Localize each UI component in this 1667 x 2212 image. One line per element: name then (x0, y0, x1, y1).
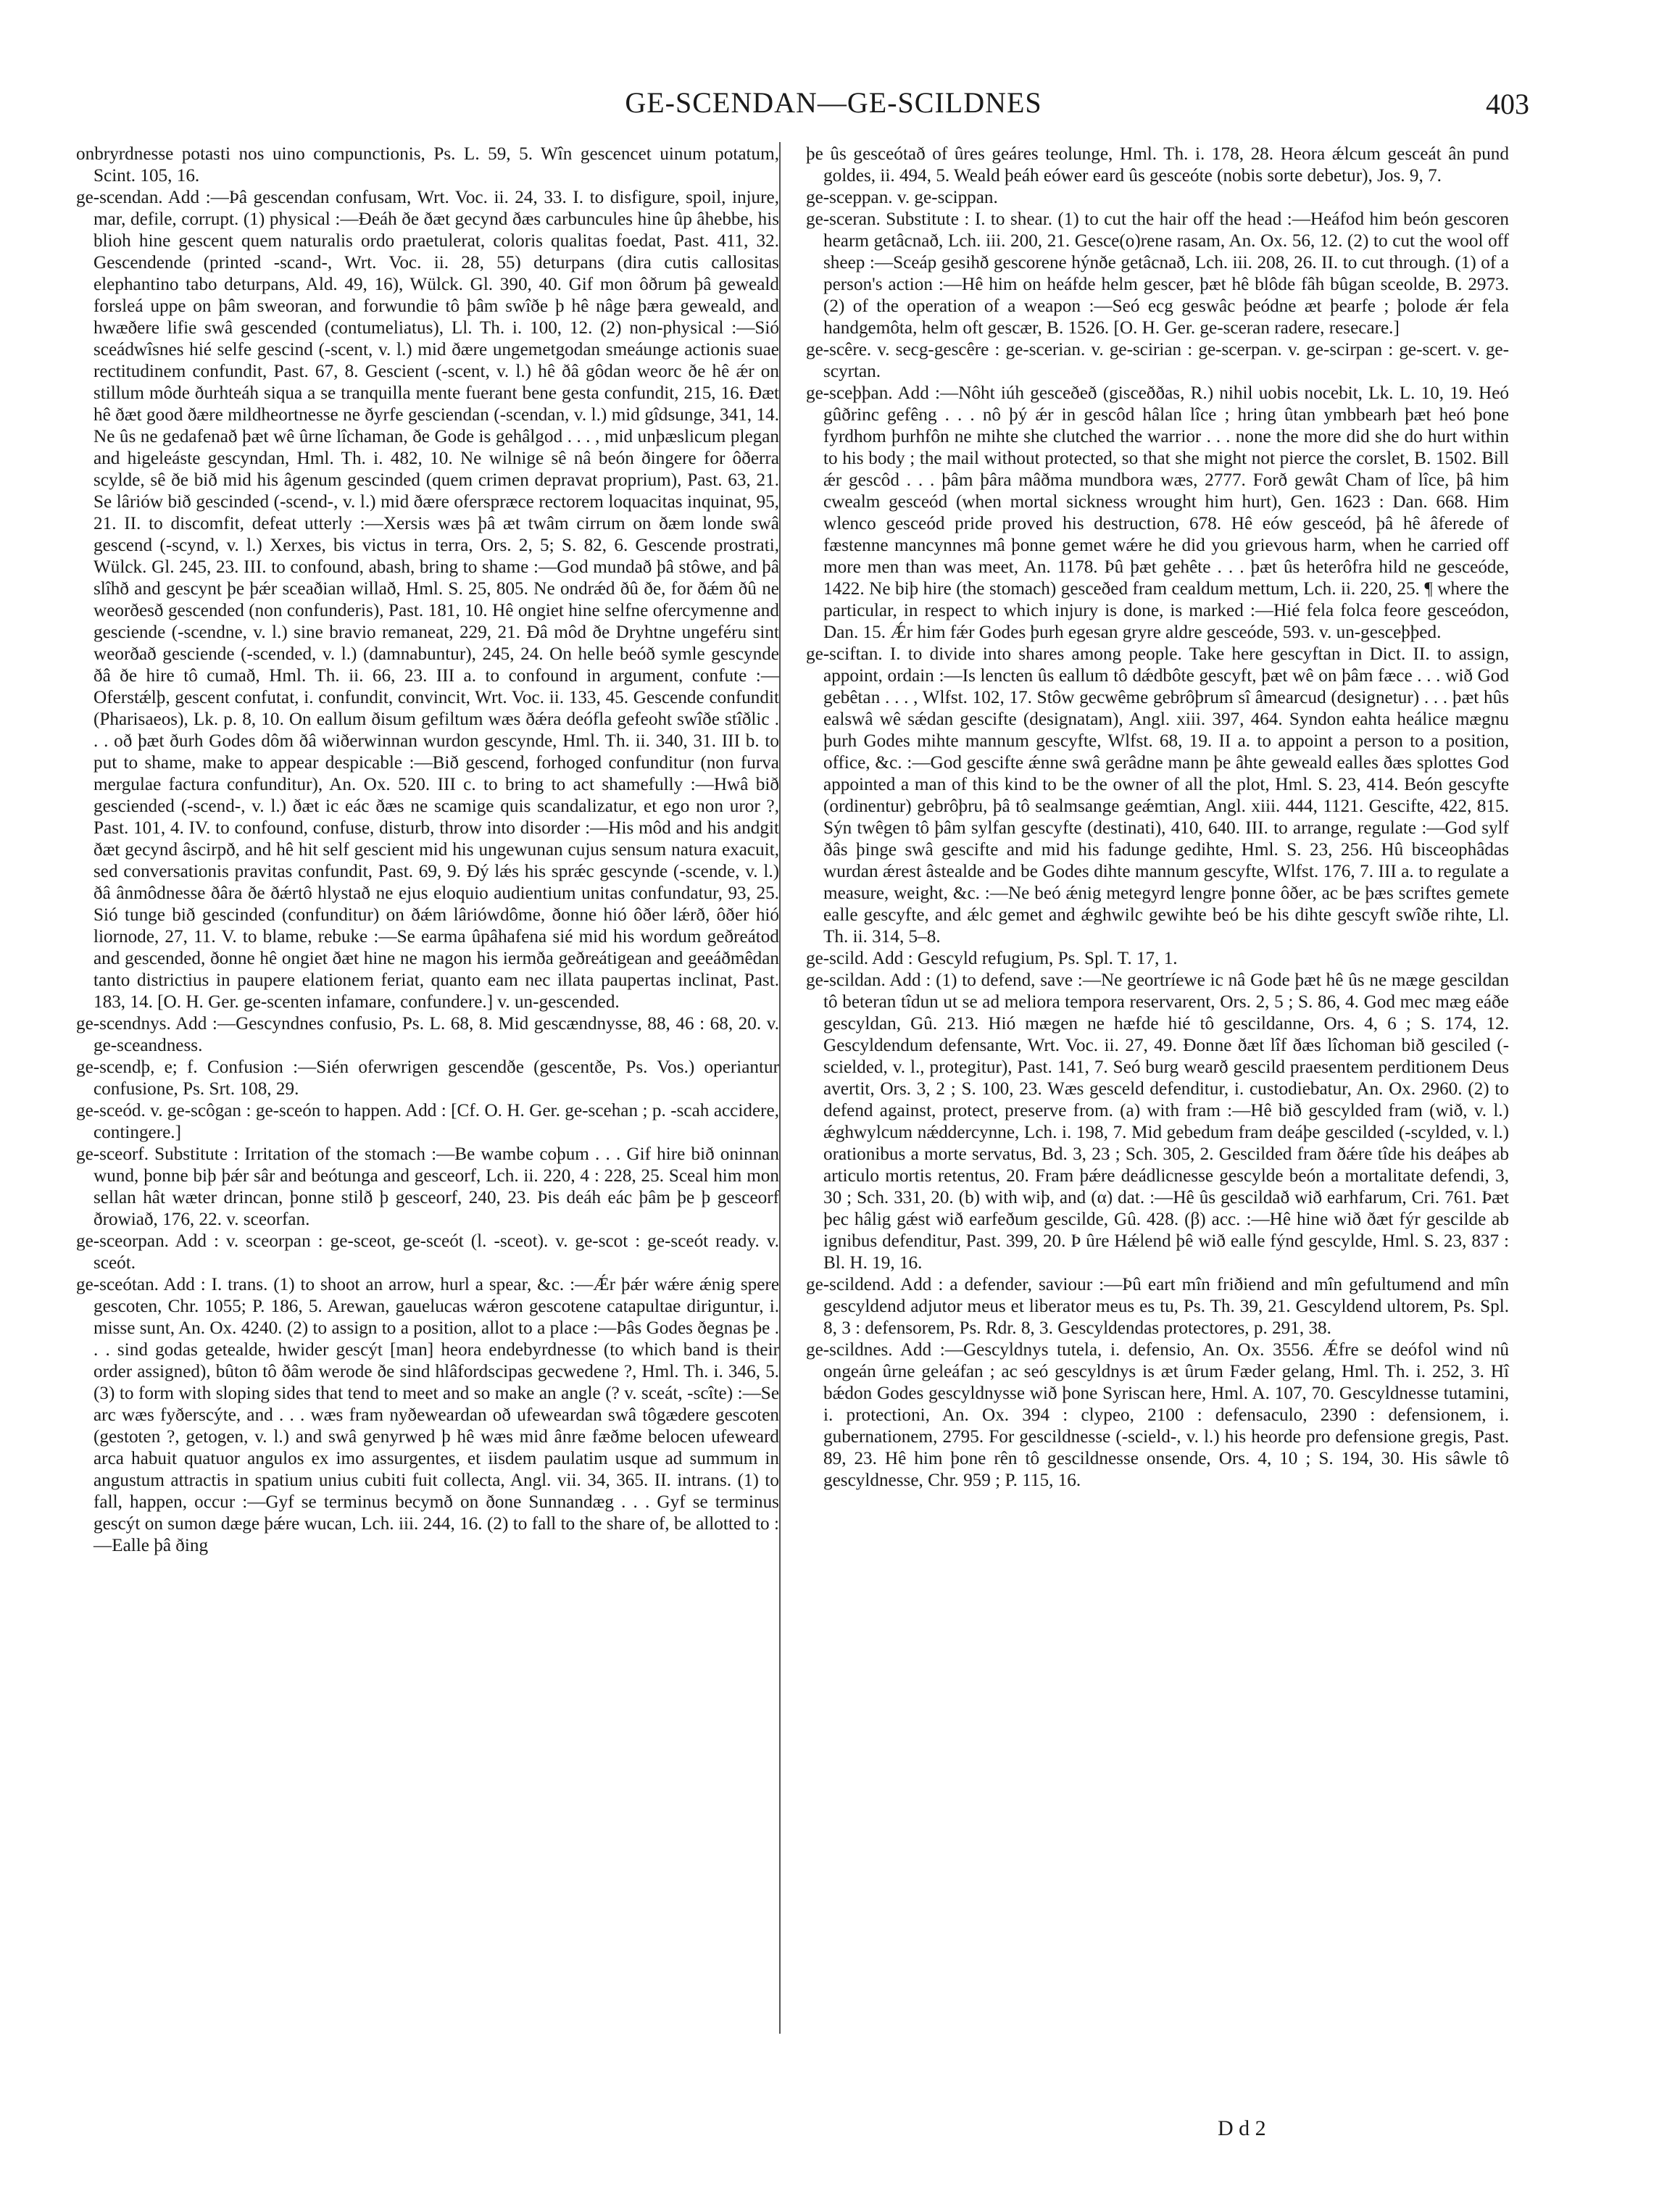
column-divider (779, 142, 781, 2034)
page-number: 403 (1486, 88, 1529, 120)
right-entry-ge-scildnes: ge-scildnes. Add :—Gescyldnys tutela, i. defensio, An. Ox. 3556. Ǽfre se deófol wind nû ongeán ûrne geleáfan ; ac seó gescyldnys is æt ûrum Fæder gelang, Hml. Th. i. 252, 3. Hî bǽdon Godes gescyldnysse wið þone Syriscan here, Hml. A. 107, 70. Gescyldnesse tutamini, i. protectioni, An. Ox. 394 : clypeo, 2100 : defensaculo, 2390 : defensionem, i. gubernationem, 2795. For gescildnesse (-scield-, v. l.) his heorde pro defensione gregis, Past. 89, 23. Hê him þone rên tô gescildnesse onsende, Ors. 4, 10 ; S. 194, 30. His sâwle tô gescyldnesse, Chr. 959 ; P. 115, 16. (806, 1340, 1509, 1490)
right-entry-ge-sceppan: ge-sceppan. v. ge-scippan. (806, 188, 998, 207)
left-entry-ge-sceorf: ge-sceorf. Substitute : Irritation of the stomach :—Be wambe coþum . . . Gif hire bið oninnan wund, þonne biþ þǽr sâr and beótunga and gesceorf, Lch. ii. 220, 4 : 228, 25. Sceal him mon sellan hât wæter drincan, þonne stilð þ gesceorf, 240, 23. Þis deáh eác þâm þe þ gesceorf ðrowiað, 176, 22. v. sceorfan. (76, 1144, 779, 1229)
left-entry-1: onbryrdnesse potasti nos uino compunctionis, Ps. L. 59, 5. Wîn gescencet uinum potatum, Scint. 105, 16. (76, 144, 779, 186)
right-entry-ge-scere: ge-scêre. v. secg-gescêre : ge-scerian. v. ge-scirian : ge-scerpan. v. ge-scirpan : ge-scert. v. ge-scyrtan. (806, 340, 1509, 381)
signature-mark: D d 2 (1218, 2116, 1266, 2140)
right-entry-ge-scild: ge-scild. Add : Gescyld refugium, Ps. Spl. T. 17, 1. (806, 949, 1178, 968)
left-column (76, 144, 779, 1557)
left-entry-ge-sceorpan: ge-sceorpan. Add : v. sceorpan : ge-sceot, ge-sceót (l. -sceot). v. ge-scot : ge-sceót ready. v. sceót. (76, 1231, 779, 1273)
left-entry-ge-sceod: ge-sceód. v. ge-scôgan : ge-sceón to happen. Add : [Cf. O. H. Ger. ge-scehan ; p. -scah accidere, contingere.] (76, 1101, 779, 1142)
right-column (806, 144, 1509, 1492)
right-entry-ge-scildend: ge-scildend. Add : a defender, saviour :—Þû eart mîn friðiend and mîn gefultumend and mîn gescyldend adjutor meus et liberator meus es tu, Ps. Th. 39, 21. Gescyldend ultorem, Ps. Spl. 8, 3 : defensorem, Ps. Rdr. 8, 3. Gescyldendas protectores, p. 291, 38. (806, 1275, 1509, 1338)
running-head (0, 86, 1667, 129)
right-entry-ge-sciftan: ge-sciftan. I. to divide into shares among people. Take here gescyftan in Dict. II. to assign, appoint, ordain :—Is lencten ûs eallum tô dǽdbôte gescyft, þæt wê on þâm fæce . . . wið God gebêtan . . . , Wlfst. 102, 17. Stôw gecwême gebrôþrum sî âmearcud (designetur) . . . þæt hûs ealswâ wê sǽdan gescifte (designatam), Angl. xiii. 397, 464. Syndon eahta heálice mægnu þurh Godes mihte mannum gescyfte, Wlfst. 68, 19. II a. to appoint a person to a position, office, &c. :—God gescifte ǽnne swâ gerâdne mann þe âhte geweald ealles ðæs splottes God appointed a man of this kind to be the owner of all the plot, Hml. S. 23, 414. Beón gescyfte (ordinentur) gebrôþru, þâ tô sealmsange geǽmtian, Angl. xiii. 444, 1121. Gescifte, 422, 815. Sýn twêgen tô þâm sylfan gescyfte (destinati), 410, 640. III. to arrange, regulate :—God sylf ðâs þinge swâ gescifte and mid his fadunge gedihte, Hml. S. 23, 256. Hû bisceophâdas wurdan ǽrest âstealde and be Godes dihte mannum gescyfte, Wlfst. 176, 7. III a. to regulate a measure, weight, &c. :—Ne beó ǽnig metegyrd lengre þonne ôðer, ac be þæs scriftes gemete ealle gescyfte, and ǽlc gemet and ǽghwilc gewihte beó be his dihte gescyft swîðe rihte, Ll. Th. ii. 314, 5–8. (806, 644, 1509, 947)
left-entry-ge-sceotan: ge-sceótan. Add : I. trans. (1) to shoot an arrow, hurl a spear, &c. :—Ǽr þǽr wǽre ǽnig spere gescoten, Chr. 1055; P. 186, 5. Arewan, gauelucas wǽron gescotene catapultae diriguntur, i. misse sunt, An. Ox. 4240. (2) to assign to a position, allot to a place :—Þâs Godes ðegnas þe . . . sind godas getealde, hwider gescýt [man] heora endebyrdnesse (to which band is their order assigned), bûton tô ðâm werode ðe sind hlâfordscipas gecwedene ?, Hml. Th. i. 346, 5. (3) to form with sloping sides that tend to meet and so make an angle (? v. sceát, -scîte) :—Se arc wæs fyðerscýte, and . . . wæs fram nyðeweardan oð ufeweardan swâ tôgædere gescoten (gestoten ?, getogen, v. l.) and swâ genyrwed þ hê wæs mid ânre fæðme belocen ufeweard arca habuit quatuor angulos ex imo assurgentes, et iisdem paulatim usque ad summum in angustum attractis in spatium unius cubiti fuit collecta, Angl. vii. 34, 365. II. intrans. (1) to fall, happen, occur :—Gyf se terminus becymð on ðone Sunnandæg . . . Gyf se terminus gescýt on sumon dæge þǽre wucan, Lch. iii. 244, 16. (2) to fall to the share of, be allotted to :—Ealle þâ ðing (76, 1275, 779, 1555)
right-entry-ge-scildan: ge-scildan. Add : (1) to defend, save :—Ne geortríewe ic nâ Gode þæt hê ûs ne mæge gescildan tô beteran tîdun ut se ad meliora tempora reservarent, Ors. 2, 5 ; S. 86, 4. God mec mæg eáðe gescyldan, Gû. 213. Hió mægen ne hæfde hié tô gescildanne, Ors. 4, 6 ; S. 174, 12. Gescyldendum defensante, Wrt. Voc. ii. 27, 49. Ðonne ðæt lîf ðæs lîchoman bið gesciled (-scielded, v. l., protegitur), Past. 141, 7. Seó burg wearð gescild praesentem perditionem Deus avertit, Ors. 3, 2 ; S. 100, 23. Wæs gesceld defenditur, i. custodiebatur, An. Ox. 2960. (2) to defend against, protect, preserve from. (a) with fram :—Hê bið gescylded fram (wið, v. l.) ǽghwylcum nǽddercynne, Lch. i. 198, 7. Mid gebedum fram deáþe gescilded (-scylded, v. l.) orationibus a morte servatus, Bd. 3, 23 ; Sch. 305, 2. Gescilded fram ðǽre tîde his deáþes ab articulo mortis retentus, 20. Fram þǽre deádlicnesse gescylde beón a mortalitate defendi, 3, 30 ; Sch. 331, 20. (b) with wiþ, and (α) dat. :—Hê ûs gescildað wið earhfarum, Cri. 761. Þæt þec hâlig gǽst wið earfeðum gescilde, Gû. 428. (β) acc. :—Hê hine wið ðæt fýr gescilde ab ignibus defenditur, Past. 399, 20. Þ ûre Hǽlend þê wið ealle fýnd gescylde, Hml. S. 23, 837 : Bl. H. 19, 16. (806, 970, 1509, 1273)
right-entry-ge-sceran: ge-sceran. Substitute : I. to shear. (1) to cut the hair off the head :—Heáfod him beón gescoren hearm getâcnað, Lch. iii. 200, 21. Gesce(o)rene rasam, An. Ox. 56, 12. (2) to cut the wool off sheep :—Sceáp gesihð gescorene hýnðe getâcnað, Lch. iii. 208, 26. II. to cut through. (1) of a person's action :—Hê him on heáfde helm gescer, þæt hê blôde fâh bûgan sceolde, B. 2973. (2) of the operation of a weapon :—Seó ecg geswâc þeódne æt þearfe ; þolode ǽr fela handgemôta, helm oft gescær, B. 1526. [O. H. Ger. ge-sceran radere, resecare.] (806, 209, 1509, 338)
left-entry-ge-scendan: ge-scendan. Add :—Þâ gescendan confusam, Wrt. Voc. ii. 24, 33. I. to disfigure, spoil, injure, mar, defile, corrupt. (1) physical :—Ðeáh ðe ðæt gecynd ðæs carbuncules hine ûp âhebbe, his blioh hine gescent quem naturalis ordo praetulerat, coloris qualitas foedat, Past. 411, 32. Gescendende (printed -scand-, Wrt. Voc. ii. 28, 55) deturpans (dira cutis callositas elephantino tabo deturpans, Ald. 49, 16), Wülck. Gl. 390, 40. Gif mon ôðrum þâ geweald forsleá uppe on þâm sweoran, and forwundie tô þâm swîðe þ hê nâge þæra geweald, and hwæðere lifie swâ gescended (contumeliatus), Ll. Th. i. 100, 12. (2) non-physical :—Sió sceádwîsnes hié selfe gescind (-scent, v. l.) mid ðære ungemetgodan smeáunge actionis suae rectitudinem confundit, Past. 67, 8. Gescient (-scent, v. l.) hê ðâ gôdan weorc ðe hê ǽr on stillum môde ðurhteáh siqua a se tranquilla mente fuerant bene gesta confundit, 215, 16. Ðæt hê ðæt good ðære mildheortnesse ne ðyrfe gesciendan (-scendan, v. l.) mid gîdsunge, 341, 14. Ne ûs ne gedafenað þæt wê ûrne lîchaman, ðe Gode is gehâlgod . . . , mid unþæslicum plegan and higeleáste gescyndan, Hml. Th. i. 482, 10. Ne wilnige sê nâ beón ðingere for ôðerra scylde, sê ðe bið mid his âgenum gescinded (quem crimen depravat proprium), Past. 63, 21. Se lâriów bið gescinded (-scend-, v. l.) mid ðære oferspræce rectorem loquacitas inquinat, 95, 21. II. to discomfit, defeat utterly :—Xersis wæs þâ æt twâm cirrum on ðæm londe swâ gescend (-scynd, v. l.) Xerxes, bis victus in terra, Ors. 2, 5; S. 82, 6. Gescende prostrati, Wülck. Gl. 245, 23. III. to confound, abash, bring to shame :—God mundað þâ stôwe, and þâ slîhð and gescynt þe þǽr sceaðian willað, Hml. S. 25, 805. Ne ondrǽd ðû ðe, for ðǽm ðû ne weorðesð gescended (non confunderis), Past. 181, 10. Hê ongiet hine selfne ofercymenne and gesciende (-scendne, v. l.) sine bravio remaneat, 229, 21. Ðâ môd ðe Dryhtne ungeféru sint weorðað gesciende (-scended, v. l.) (damnabuntur), 245, 24. On helle beóð symle gescynde ðâ ðe hire tô cumað, Hml. Th. ii. 66, 23. III a. to confound in argument, confute :—Oferstǽlþ, gescent confutat, i. confundit, convincit, Wrt. Voc. ii. 133, 45. Gescende confundit (Pharisaeos), Lk. p. 8, 10. On eallum ðisum gefiltum wæs ðǽra deófla gefeoht swîðe stîðlic . . . oð þæt ðurh Godes dôm ðâ wiðerwinnan wurdon gescynde, Hml. Th. ii. 340, 31. III b. to put to shame, make to appear despicable :—Bið gescend, forhoged confunditur (non furva mergulae factura confunditur), An. Ox. 520. III c. to bring to act shamefully :—Hwâ bið gesciended (-scend-, v. l.) ðæt ic eác ðæs ne scamige quis scandalizatur, et ego non uror ?, Past. 101, 4. IV. to confound, confuse, disturb, throw into disorder :—His môd and his andgit ðæt gecynd âscirpð, and hê hit self gescient mid his ungewunan cujus sensum natura exacuit, sed conversationis pravitas confundit, Past. 69, 9. Ðý lǽs his sprǽc gescynde (-scende, v. l.) ðâ ânmôdnesse ðâra ðe ðǽrtô hlystað ne ejus eloquio audientium unitas confundatur, 93, 25. Sió tunge bið gescinded (confunditur) on ðǽm lâriówdôme, ðonne hió ôðer lǽrð, ôðer hió liornode, 27, 11. V. to blame, rebuke :—Se earma ûpâhafena sié mid his wordum geðreátod and gescended, ðonne hê ongiet ðæt hine ne magon his iermða geðreátigean and geeáðmêdan tanto districtius in paupere elationem feriat, quanto eam nec illata paupertas inclinat, Past. 183, 14. [O. H. Ger. ge-scenten infamare, confundere.] v. un-gescended. (76, 188, 779, 1012)
right-entry-1: þe ûs gesceótað of ûres geáres teolunge, Hml. Th. i. 178, 28. Heora ǽlcum gesceát ân pund goldes, ii. 494, 5. Weald þeáh eówer eard ûs gesceóte (nobis sorte debetur), Jos. 9, 7. (806, 144, 1509, 186)
left-entry-ge-scendth: ge-scendþ, e; f. Confusion :—Sién oferwrigen gescendðe (gescentðe, Ps. Vos.) operiantur confusione, Ps. Srt. 108, 29. (76, 1057, 779, 1099)
left-entry-ge-scendnys: ge-scendnys. Add :—Gescyndnes confusio, Ps. L. 68, 8. Mid gescændnysse, 88, 46 : 68, 20. v. ge-sceandness. (76, 1014, 779, 1055)
right-entry-ge-scethan: ge-sceþþan. Add :—Nôht iúh gesceðeð (gisceððas, R.) nihil uobis nocebit, Lk. L. 10, 19. Heó gûðrinc gefêng . . . nô þý ǽr in gescôd hâlan lîce ; hring ûtan ymbbearh þæt heó þone fyrdhom þurhfôn ne mihte she clutched the warrior . . . none the more did she do hurt within to his body ; the mail without protected, so that she might not pierce the corslet, B. 1502. Bill ǽr gescôd . . . þâm þâra mâðma mundbora wæs, 2777. Forð gewât Cham of lîce, þâ him cwealm gesceód (when mortal sickness wrought him hurt), Gen. 1623 : Dan. 668. Him wlenco gesceód pride proved his destruction, 678. Hê eów gesceód, þâ hê âferede of fæstenne mancynnes mâ þonne gemet wǽre he did you grievous harm, when he carried off more men than was meet, An. 1178. Þû þæt gehête . . . þæt ûs heterôfra hild ne gesceóde, 1422. Ne biþ hire (the stomach) gesceðed fram cealdum mettum, Lch. ii. 220, 25. ¶ where the particular, in respect to which injury is done, is marked :—Hié fela folca feore gesceódon, Dan. 15. Ǽr him fǽr Godes þurh egesan gryre aldre gesceóde, 593. v. un-gesceþþed. (806, 383, 1509, 642)
page-title: GE-SCENDAN—GE-SCILDNES (625, 86, 1042, 119)
